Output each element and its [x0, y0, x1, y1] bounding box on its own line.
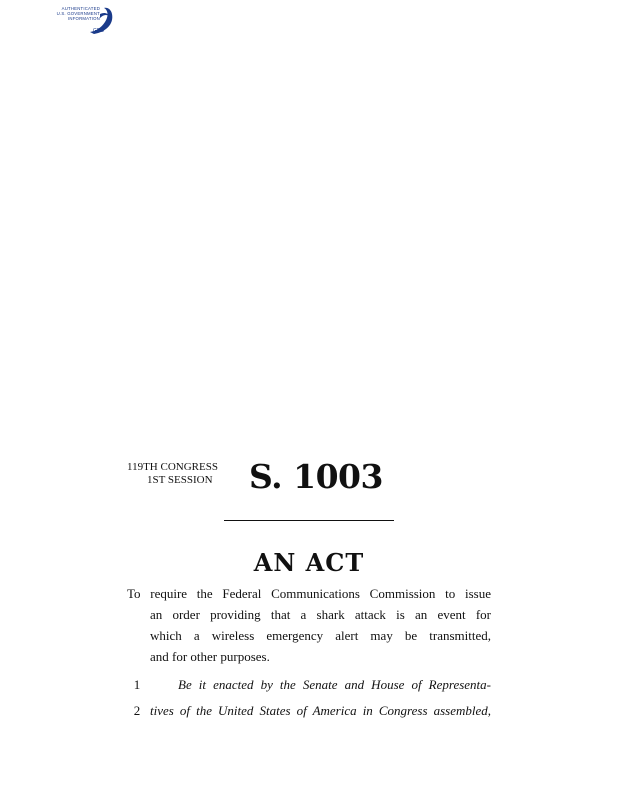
- congress-session-block: [127, 461, 231, 487]
- gpo-authentication-seal: [50, 4, 120, 38]
- gpo-mark: GPO: [93, 28, 105, 34]
- purpose-line: To require the Federal Communications Commission to issue: [127, 586, 491, 601]
- purpose-line: and for other purposes.: [150, 649, 270, 664]
- line-number: 1: [133, 677, 141, 692]
- purpose-line: an order providing that a shark attack is an event for: [150, 607, 491, 622]
- seal-line: INFORMATION: [68, 16, 100, 21]
- seal-line: AUTHENTICATED: [61, 6, 100, 11]
- purpose-line: which a wireless emergency alert may be transmitted,: [150, 628, 491, 643]
- line-number: 2: [133, 703, 141, 718]
- divider-rule: [224, 520, 394, 521]
- purpose-statement: [127, 583, 491, 667]
- enacting-clause-text: tives of the United States of America in Congress assembled,: [150, 703, 491, 718]
- bill-number: S. 1003: [249, 457, 383, 496]
- congress-label: 119TH CONGRESS: [127, 461, 218, 473]
- session-label: 1ST SESSION: [147, 474, 213, 486]
- seal-line: U.S. GOVERNMENT: [56, 11, 100, 16]
- enacting-clause-text: Be it enacted by the Senate and House of Representa-: [178, 677, 491, 692]
- act-title: AN ACT: [253, 548, 365, 577]
